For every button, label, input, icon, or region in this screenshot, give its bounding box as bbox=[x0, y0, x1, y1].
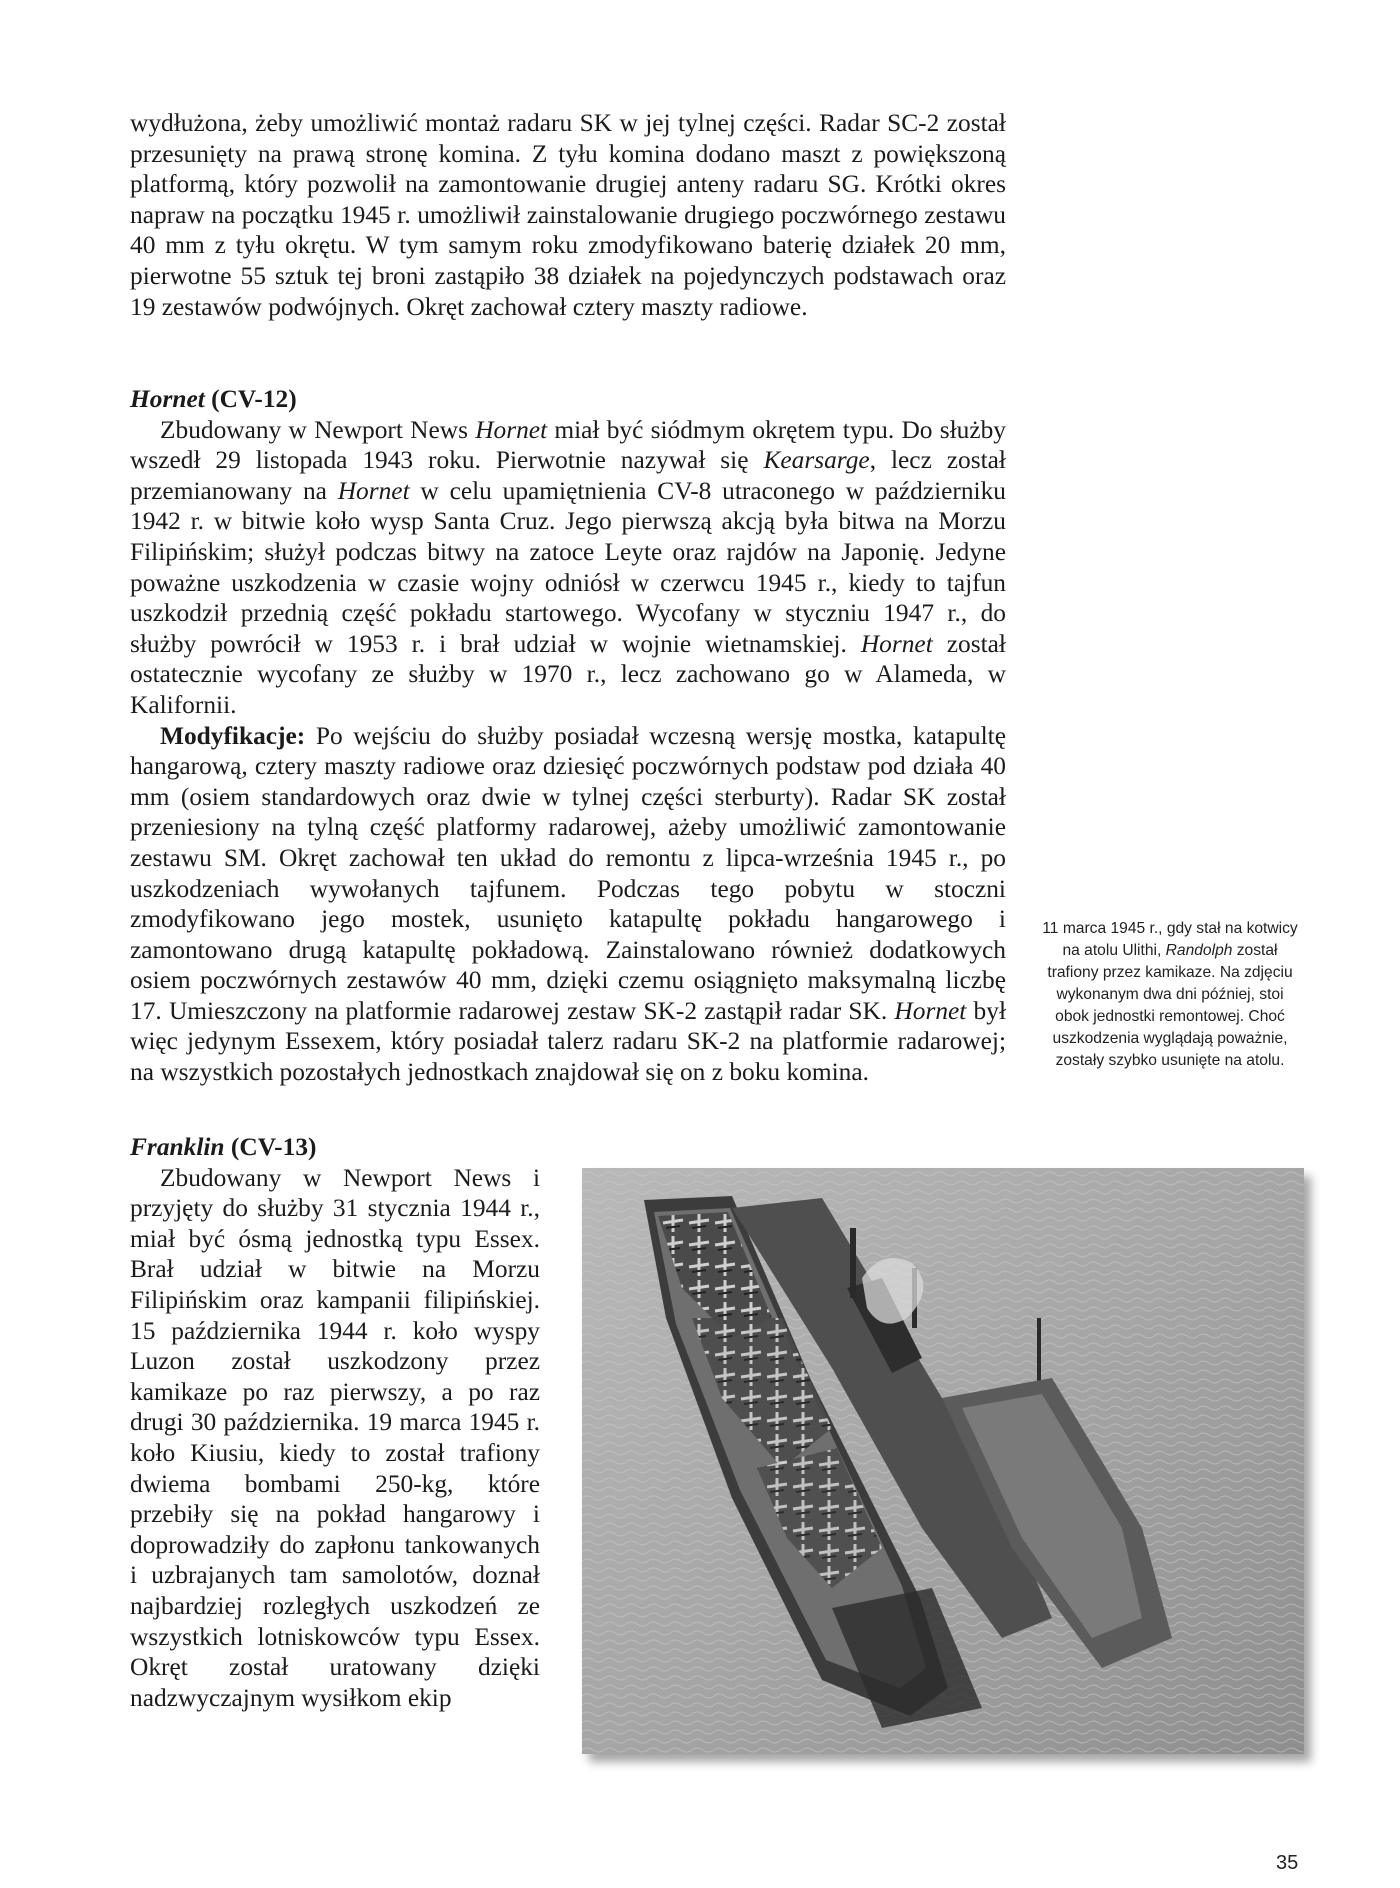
ship-name: Kearsarge bbox=[763, 446, 870, 475]
hornet-section bbox=[130, 384, 1006, 1088]
modifications-label: Modyfikacje: bbox=[160, 721, 306, 750]
franklin-history-paragraph: Zbudowany w Newport News i przyjęty do służby 31 stycznia 1944 r., miał być ósmą jednostką typu Essex. Brał udział w bitwie na Morzu Filipińskim oraz kampanii filipińskiej. 15 października 1944 r. koło wyspy Luzon został uszkodzony przez kamikaze po raz pierwszy, a po raz drugi 30 października. 19 marca 1945 r. koło Kiusiu, kiedy to został trafiony dwiema bombami 250-kg, które przebiły się na pokład hangarowy i doprowadziły do zapłonu tankowanych i uzbrajanych tam samolotów, doznał najbardziej rozległych uszkodzeń ze wszystkich lotniskowców typu Essex. Okręt został uratowany dzięki nadzwyczajnym wysiłkom ekip bbox=[130, 1163, 540, 1712]
franklin-heading-code: (CV-13) bbox=[230, 1133, 317, 1161]
ship-name: Hornet bbox=[860, 629, 933, 658]
text-run: , lecz został przemianowany na bbox=[130, 446, 1006, 505]
hornet-heading-code: (CV-12) bbox=[211, 385, 297, 413]
ship-name: Hornet bbox=[337, 476, 410, 505]
text-run: był więc jedynym Essexem, który posiadał talerz radaru SK-2 na platformie radarowej; na wszystkich pozostałych jednostkach znajdował się on z boku komina. bbox=[130, 996, 1006, 1087]
franklin-heading bbox=[130, 1132, 540, 1163]
hornet-modifications-paragraph bbox=[130, 721, 1006, 1088]
text-run: Zbudowany w Newport News bbox=[160, 415, 476, 444]
text-run: został trafiony przez kamikaze. Na zdjęciu wykonanym dwa dni później, stoi obok jednostki remontowej. Choć uszkodzenia wyglądają poważnie, zostały szybko usunięte na atolu. bbox=[1047, 942, 1293, 1069]
hornet-history-paragraph bbox=[130, 415, 1006, 721]
page-number: 35 bbox=[1276, 1852, 1299, 1874]
text-run: 11 marca 1945 r., gdy stał na kotwicy na atolu Ulithi, bbox=[1042, 920, 1298, 959]
intro-paragraph-block bbox=[130, 108, 1006, 322]
carrier-photo-image bbox=[582, 1168, 1304, 1754]
ship-name: Randolph bbox=[1165, 942, 1233, 959]
text-run: w celu upamiętnienia CV-8 utraconego w październiku 1942 r. w bitwie koło wysp Santa Cruz. Jego pierwszą akcją była bitwa na Morzu Filipińskim; służył podczas bitwy na zatoce Leyte oraz rajdów na Japonię. Jedyne poważne uszkodzenia w czasie wojny odniósł w czerwcu 1945 r., kiedy to tajfun uszkodził przednią część pokładu startowego. Wycofany w styczniu 1947 r., do służby powrócił w 1953 r. i brał udział w wojnie wietnamskiej. bbox=[130, 476, 1006, 658]
ship-name: Hornet bbox=[475, 415, 548, 444]
text-run: został ostatecznie wycofany ze służby w 1970 r., lecz zachowano go w Alameda, w Kalifornii. bbox=[130, 629, 1006, 719]
franklin-heading-name: Franklin bbox=[130, 1133, 225, 1161]
text-run: miał być siódmym okrętem typu. Do służby wszedł 29 listopada 1943 roku. Pierwotnie nazywał się bbox=[130, 415, 1006, 475]
continued-paragraph: wydłużona, żeby umożliwić montaż radaru SK w jej tylnej części. Radar SC-2 został przesunięty na prawą stronę komina. Z tyłu komina dodano maszt z powiększoną platformą, który pozwolił na zamontowanie drugiej anteny radaru SG. Krótki okres napraw na początku 1945 r. umożliwił zainstalowanie drugiego poczwórnego zestawu 40 mm z tyłu okrętu. W tym samym roku zmodyfikowano baterię działek 20 mm, pierwotne 55 sztuk tej broni zastąpiło 38 działek na pojedynczych podstawach oraz 19 zestawów podwójnych. Okręt zachował cztery maszty radiowe. bbox=[130, 109, 1006, 321]
aircraft-carrier-photo bbox=[582, 1168, 1304, 1754]
franklin-section bbox=[130, 1132, 540, 1713]
text-run: Po wejściu do służby posiadał wczesną wersję mostka, katapultę hangarową, cztery maszty radiowe oraz dziesięć poczwórnych podstaw pod działa 40 mm (osiem standardowych oraz dwie w tylnej części sterburty). Radar SK został przeniesiony na tylną część platformy radarowej, ażeby umożliwić zamontowanie zestawu SM. Okręt zachował ten układ do remontu z lipca-września 1945 r., po uszkodzeniach wywołanych tajfunem. Podczas tego pobytu w stoczni zmodyfikowano jego mostek, usunięto katapultę pokładu hangarowego i zamontowano drugą katapultę pokładową. Zainstalowano również dodatkowych osiem poczwórnych zestawów 40 mm, dzięki czemu osiągnięto maksymalną liczbę 17. Umieszczony na platformie radarowej zestaw SK-2 zastąpił radar SK. bbox=[130, 721, 1006, 1025]
hornet-heading-name: Hornet bbox=[130, 385, 205, 413]
photo-caption bbox=[1040, 918, 1300, 1072]
hornet-heading bbox=[130, 384, 1006, 415]
ship-name: Hornet bbox=[894, 996, 967, 1025]
